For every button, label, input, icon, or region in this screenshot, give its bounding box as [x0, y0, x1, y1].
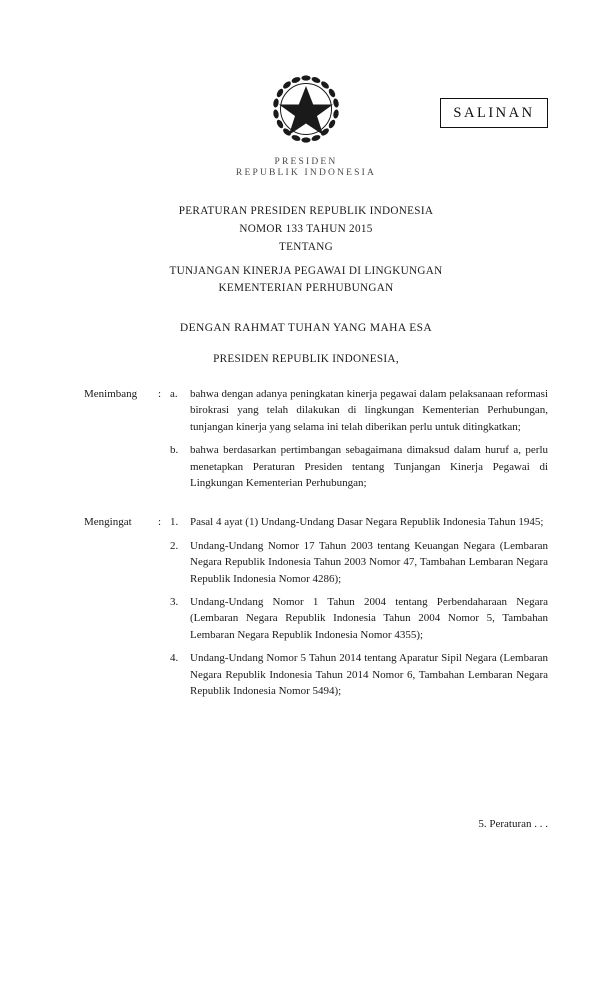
- title-line-3: TENTANG: [278, 241, 334, 253]
- blessing-line: DENGAN RAHMAT TUHAN YANG MAHA ESA: [179, 322, 433, 334]
- salinan-stamp: SALINAN: [440, 98, 548, 128]
- clause-items: [170, 514, 548, 699]
- title-subject-line-1: TUNJANGAN KINERJA PEGAWAI DI LINGKUNGAN: [169, 265, 443, 277]
- title-line-2: NOMOR 133 TAHUN 2015: [239, 223, 373, 235]
- list-item: [170, 538, 548, 587]
- item-text: Undang-Undang Nomor 5 Tahun 2014 tentang Aparatur Sipil Negara (Lembaran Negara Republik Indonesia Tahun 2014 Nomor 6, Tambahan Lembaran Negara Republik Indonesia Nomor 5494);: [190, 652, 548, 698]
- item-text: Pasal 4 ayat (1) Undang-Undang Dasar Negara Republik Indonesia Tahun 1945;: [190, 516, 544, 529]
- page-title: [0, 202, 612, 297]
- item-text: bahwa dengan adanya peningkatan kinerja pegawai dalam pelaksanaan reformasi birokrasi yang telah dilakukan di lingkungan Kementerian Perhubungan, tunjangan kinerja yang selama ini telah diberikan perlu untuk ditingkatkan;: [190, 388, 548, 433]
- list-item: [170, 514, 548, 530]
- clause-colon: :: [158, 516, 162, 529]
- authority-line: PRESIDEN REPUBLIK INDONESIA,: [213, 353, 399, 365]
- list-item: [170, 386, 548, 435]
- clause-menimbang: [84, 386, 548, 491]
- item-marker: a.: [170, 388, 178, 400]
- clause-gap: [84, 500, 548, 514]
- emblem-caption-presiden: PRESIDEN: [274, 157, 338, 167]
- document-body: [84, 386, 548, 709]
- title-line-1: PERATURAN PRESIDEN REPUBLIK INDONESIA: [178, 205, 434, 217]
- clause-colon: :: [158, 388, 162, 400]
- item-marker: 3.: [170, 596, 179, 609]
- item-marker: 1.: [170, 516, 179, 529]
- title-spacer: [0, 256, 612, 263]
- list-item: [170, 650, 548, 699]
- item-marker: 4.: [170, 652, 179, 665]
- item-marker: b.: [170, 444, 179, 457]
- item-text: Undang-Undang Nomor 17 Tahun 2003 tentang Keuangan Negara (Lembaran Negara Republik Indonesia Tahun 2003 Nomor 47, Tambahan Lembaran Negara Republik Indonesia Nomor 4286);: [190, 539, 548, 585]
- item-text: bahwa berdasarkan pertimbangan sebagaimana dimaksud dalam huruf a, perlu menetapkan Peraturan Presiden tentang Tunjangan Kinerja Pegawai di Lingkungan Kementerian Perhubungan;: [190, 444, 548, 490]
- emblem-caption-republik: REPUBLIK INDONESIA: [235, 168, 377, 178]
- list-item: [170, 594, 548, 643]
- item-text: Undang-Undang Nomor 1 Tahun 2004 tentang Perbendaharaan Negara (Lembaran Negara Republik Indonesia Tahun 2004 Nomor 5, Tambahan Lembaran Negara Republik Indonesia Nomor 4355);: [190, 596, 548, 641]
- continuation-note: 5. Peraturan . . .: [478, 818, 548, 830]
- clause-mengingat: [84, 514, 548, 699]
- clause-items: [170, 386, 548, 491]
- title-subject-line-2: KEMENTERIAN PERHUBUNGAN: [218, 282, 394, 294]
- garuda-star-emblem-icon: [264, 74, 348, 148]
- clause-label: Menimbang: [84, 388, 138, 400]
- list-item: [170, 442, 548, 491]
- clause-label: Mengingat: [84, 516, 132, 529]
- item-marker: 2.: [170, 539, 179, 552]
